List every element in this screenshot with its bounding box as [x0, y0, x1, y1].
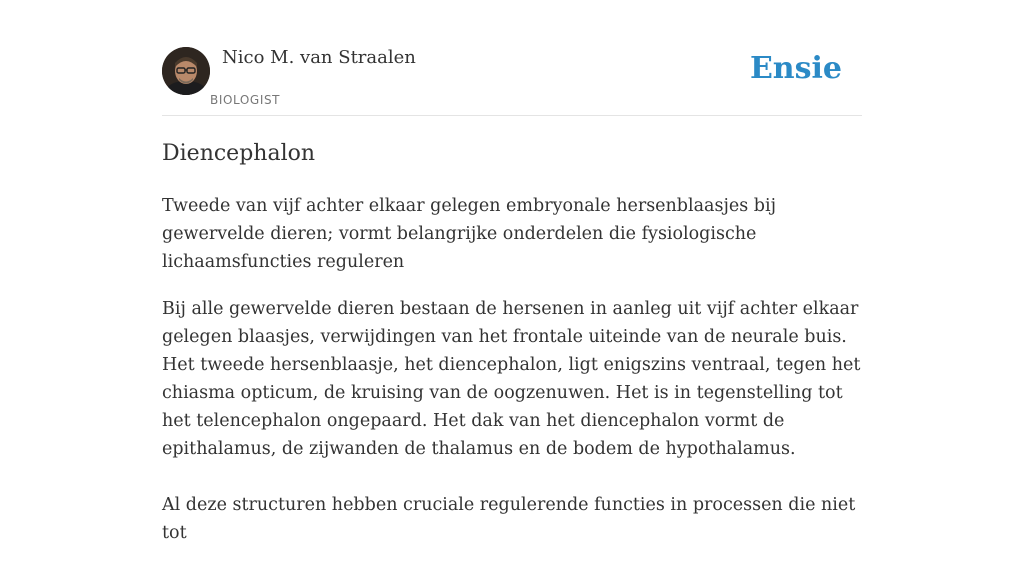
- author-avatar[interactable]: [162, 47, 210, 95]
- author-role: BIOLOGIST: [210, 93, 281, 107]
- ensie-logo[interactable]: Ensie: [749, 51, 842, 86]
- header: [162, 0, 862, 116]
- article-title: Diencephalon: [162, 141, 316, 166]
- avatar-photo: [162, 47, 210, 95]
- article-paragraph: Bij alle gewervelde dieren bestaan de hersenen in aanleg uit vijf achter elkaar gelegen blaasjes, verwijdingen van het frontale uiteinde van de neurale buis. Het tweede hersenblaasje, het diencephalon, ligt enigszins ventraal, tegen het chiasma opticum, de kruising van de oogzenuwen. Het is in tegenstelling tot het telencephalon ongepaard. Het dak van het diencephalon vormt de epithalamus, de zijwanden de thalamus en de bodem de hypothalamus.: [162, 299, 861, 459]
- article-lead: Tweede van vijf achter elkaar gelegen embryonale hersenblaasjes bij gewervelde dieren; vormt belangrijke onderdelen die fysiologische lichaamsfuncties reguleren: [162, 196, 777, 272]
- article-paragraph: Al deze structuren hebben cruciale regulerende functies in processen die niet tot: [162, 495, 856, 543]
- article-body: [162, 295, 862, 575]
- page-container: [162, 0, 862, 543]
- author-name[interactable]: Nico M. van Straalen: [222, 47, 416, 68]
